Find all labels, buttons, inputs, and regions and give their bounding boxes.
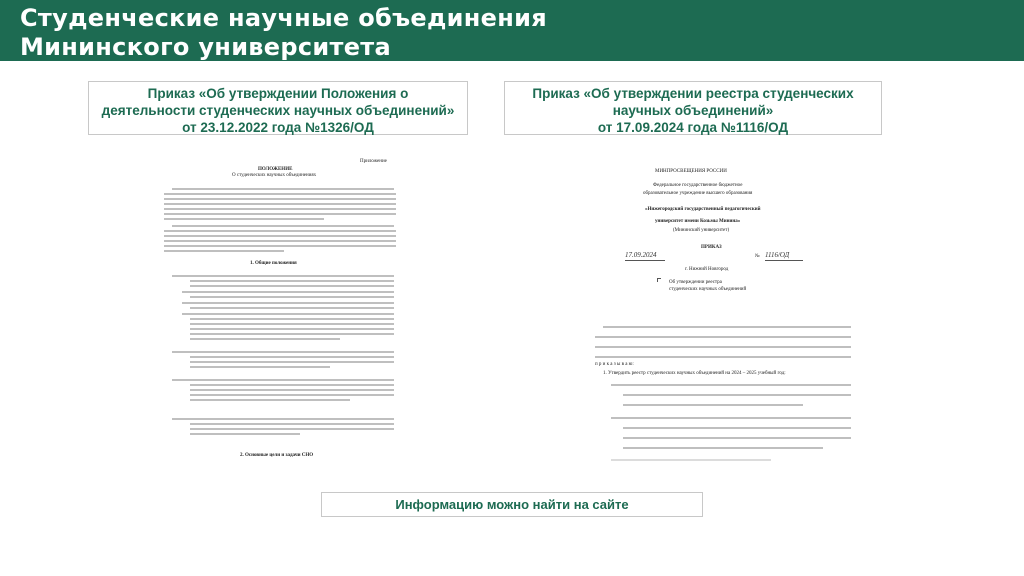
doc-title: ПОЛОЖЕНИЕ	[258, 167, 293, 172]
order-caption-left	[88, 81, 468, 135]
header-banner	[0, 0, 1024, 61]
doc-number-sign: №	[755, 254, 760, 259]
doc-org-line5: (Мининский университет)	[673, 228, 730, 233]
doc-ministry: МИНПРОСВЕЩЕНИЯ РОССИИ	[655, 169, 727, 174]
page-title	[20, 4, 547, 62]
doc-subject-line1: Об утверждении реестра	[669, 280, 722, 285]
order-caption-right	[504, 81, 882, 135]
order-caption-left-line3: от 23.12.2022 года №1326/ОД	[182, 120, 374, 135]
registry-order-document-image	[565, 165, 855, 465]
order-caption-right-line2: научных объединений»	[612, 103, 774, 118]
doc-order-date: 17.09.2024	[625, 251, 657, 259]
doc-appendix-label: Приложение	[360, 159, 387, 164]
doc-order-number: 1116/ОД	[765, 251, 790, 259]
order-caption-left-line2: деятельности студенческих научных объединений»	[101, 103, 455, 118]
doc-city: г. Нижний Новгород	[685, 267, 729, 272]
doc-item1: 1. Утвердить реестр студенческих научных объединений на 2024 – 2025 учебный год:	[603, 371, 786, 376]
doc-section-goals: 2. Основные цели и задачи СНО	[240, 453, 314, 458]
doc-subject-line2: студенческих научных объединений	[669, 287, 747, 292]
page-title-line1: Студенческие научные объединения	[20, 4, 547, 32]
doc-org-line1: Федеральное государственное бюджетное	[653, 183, 743, 188]
doc-org-line4: университет имени Козьмы Минина»	[655, 219, 741, 224]
order-caption-right-line1: Приказ «Об утверждении реестра студенческих	[532, 86, 854, 101]
page-title-line2: Мининского университета	[20, 33, 391, 61]
website-info-box	[321, 492, 703, 517]
doc-order-word: п р и к а з ы в а ю:	[595, 362, 634, 367]
website-info-label: Информацию можно найти на сайте	[395, 497, 629, 512]
order-caption-left-line1: Приказ «Об утверждении Положения о	[147, 86, 409, 101]
doc-subtitle: О студенческих научных объединениях	[232, 173, 317, 178]
order-caption-right-line3: от 17.09.2024 года №1116/ОД	[597, 120, 789, 135]
doc-order-heading: ПРИКАЗ	[701, 245, 722, 250]
doc-section-general: 1. Общие положения	[250, 261, 297, 266]
regulation-document-image	[160, 155, 405, 467]
doc-org-line2: образовательное учреждение высшего образования	[643, 191, 753, 196]
doc-org-line3: «Нижегородский государственный педагогический	[645, 207, 761, 212]
